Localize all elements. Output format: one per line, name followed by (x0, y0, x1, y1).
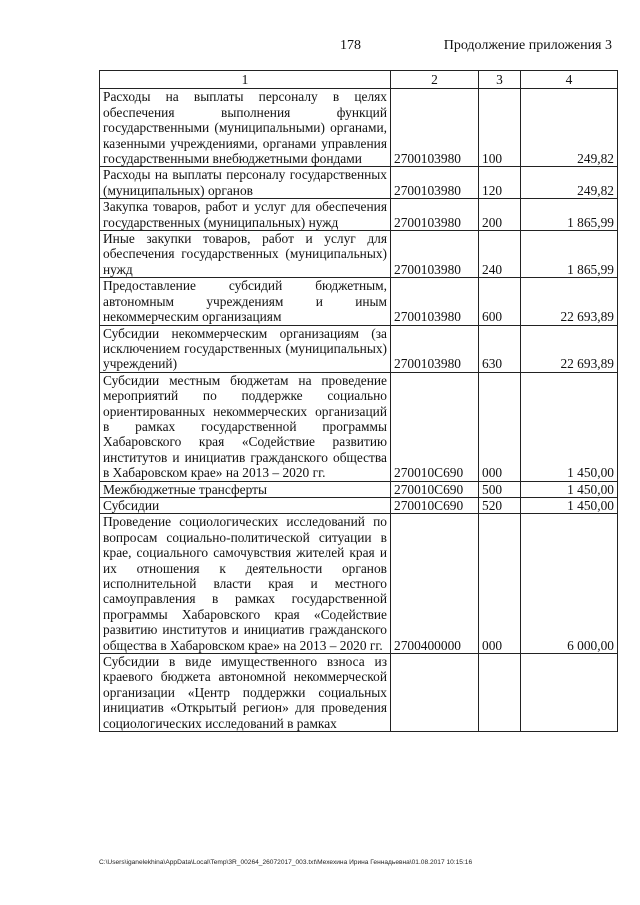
amount-cell: 249,82 (521, 89, 618, 167)
column-header: 3 (479, 71, 521, 89)
target-code-cell: 2700103980 (391, 278, 479, 325)
table-row (100, 372, 618, 481)
table-row (100, 278, 618, 325)
expense-name-cell: Предоставление субсидий бюджетным, автономным учреждениям и иным некоммерческим организациям (100, 278, 391, 325)
table-row (100, 654, 618, 732)
expense-type-cell (479, 654, 521, 732)
expense-type-cell: 630 (479, 325, 521, 372)
expense-type-cell: 520 (479, 497, 521, 513)
table-row (100, 231, 618, 278)
target-code-cell: 2700103980 (391, 89, 479, 167)
expense-name-cell: Субсидии местным бюджетам на проведение мероприятий по поддержке социально ориентированных некоммерческих организаций в рамках государственной программы Хабаровского края «Содействие развитию институтов и инициатив гражданского общества в Хабаровском крае» на 2013 – 2020 гг. (100, 372, 391, 481)
page-number: 178 (340, 38, 361, 53)
amount-cell: 22 693,89 (521, 325, 618, 372)
expense-type-cell: 100 (479, 89, 521, 167)
file-path-footer: C:\Users\iganelekhina\AppData\Local\Temp\3R_00264_26072017_003.txt\Мехехина Ирина Геннадьевна\01.08.2017 10:15:16 (99, 859, 473, 866)
amount-cell: 6 000,00 (521, 514, 618, 654)
table-row (100, 481, 618, 497)
table-row (100, 514, 618, 654)
table-row (100, 167, 618, 199)
amount-cell: 1 865,99 (521, 231, 618, 278)
expense-type-cell: 600 (479, 278, 521, 325)
table-row (100, 497, 618, 513)
expense-name-cell: Расходы на выплаты персоналу в целях обеспечения выполнения функций государственными (муниципальными) органами, казенными учреждениями, органами управления государственными внебюджетными фондами (100, 89, 391, 167)
amount-cell (521, 654, 618, 732)
expense-type-cell: 500 (479, 481, 521, 497)
expense-name-cell: Межбюджетные трансферты (100, 481, 391, 497)
column-header: 4 (521, 71, 618, 89)
target-code-cell: 2700103980 (391, 167, 479, 199)
expense-type-cell: 000 (479, 514, 521, 654)
budget-table (99, 70, 618, 732)
expense-name-cell: Закупка товаров, работ и услуг для обеспечения государственных (муниципальных) нужд (100, 199, 391, 231)
expense-type-cell: 200 (479, 199, 521, 231)
target-code-cell: 270010С690 (391, 497, 479, 513)
expense-name-cell: Субсидии (100, 497, 391, 513)
amount-cell: 1 865,99 (521, 199, 618, 231)
target-code-cell: 2700103980 (391, 231, 479, 278)
table-row (100, 89, 618, 167)
expense-name-cell: Субсидии некоммерческим организациям (за исключением государственных (муниципальных) учреждений) (100, 325, 391, 372)
target-code-cell: 270010С690 (391, 372, 479, 481)
expense-name-cell: Иные закупки товаров, работ и услуг для обеспечения государственных (муниципальных) нужд (100, 231, 391, 278)
amount-cell: 1 450,00 (521, 372, 618, 481)
column-header: 2 (391, 71, 479, 89)
expense-type-cell: 240 (479, 231, 521, 278)
target-code-cell (391, 654, 479, 732)
column-header: 1 (100, 71, 391, 89)
amount-cell: 22 693,89 (521, 278, 618, 325)
amount-cell: 1 450,00 (521, 497, 618, 513)
table-row (100, 325, 618, 372)
expense-name-cell: Субсидии в виде имущественного взноса из краевого бюджета автономной некоммерческой организации «Центр поддержки социальных инициатив «Открытый регион» для проведения социологических исследований в рамках (100, 654, 391, 732)
expense-type-cell: 000 (479, 372, 521, 481)
table-row (100, 199, 618, 231)
table-header-row (100, 71, 618, 89)
expense-name-cell: Расходы на выплаты персоналу государственных (муниципальных) органов (100, 167, 391, 199)
amount-cell: 249,82 (521, 167, 618, 199)
target-code-cell: 270010С690 (391, 481, 479, 497)
target-code-cell: 2700103980 (391, 325, 479, 372)
target-code-cell: 2700103980 (391, 199, 479, 231)
expense-name-cell: Проведение социологических исследований по вопросам социально-политической ситуации в крае, социального самочувствия жителей края и их отношения к деятельности органов исполнительной власти края и местного самоуправления в рамках государственной программы Хабаровского края «Содействие развитию институтов и инициатив гражданского общества в Хабаровском крае» на 2013 – 2020 гг. (100, 514, 391, 654)
expense-type-cell: 120 (479, 167, 521, 199)
continuation-caption: Продолжение приложения 3 (443, 38, 612, 53)
target-code-cell: 2700400000 (391, 514, 479, 654)
amount-cell: 1 450,00 (521, 481, 618, 497)
